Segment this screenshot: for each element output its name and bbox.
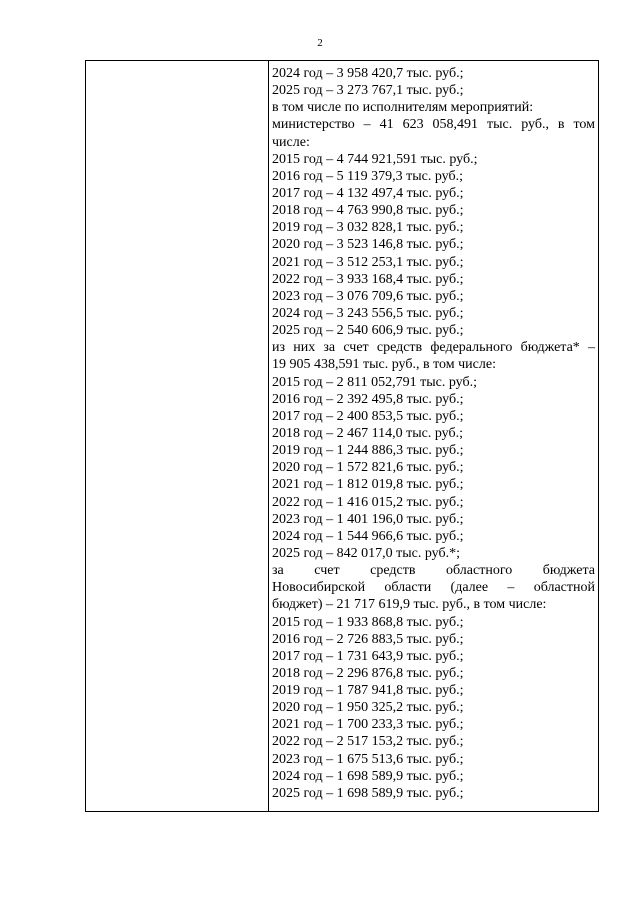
funding-line: из них за счет средств федерального бюджета* – bbox=[272, 340, 595, 356]
funding-line: 2015 год – 4 744 921,591 тыс. руб.; bbox=[272, 151, 478, 167]
funding-line: бюджет) – 21 717 619,9 тыс. руб., в том числе: bbox=[272, 597, 547, 613]
funding-line: 2025 год – 842 017,0 тыс. руб.*; bbox=[272, 545, 460, 561]
funding-line: 2015 год – 1 933 868,8 тыс. руб.; bbox=[272, 614, 464, 630]
funding-line: 2024 год – 1 544 966,6 тыс. руб.; bbox=[272, 528, 464, 544]
funding-line: 2020 год – 3 523 146,8 тыс. руб.; bbox=[272, 237, 464, 253]
page-number: 2 bbox=[317, 37, 323, 49]
funding-line: 2017 год – 1 731 643,9 тыс. руб.; bbox=[272, 648, 464, 664]
funding-line: министерство – 41 623 058,491 тыс. руб., в том bbox=[272, 117, 595, 133]
funding-line: числе: bbox=[272, 134, 310, 150]
funding-line: 2021 год – 1 812 019,8 тыс. руб.; bbox=[272, 477, 464, 493]
funding-line: 2016 год – 2 726 883,5 тыс. руб.; bbox=[272, 631, 464, 647]
funding-line: 2018 год – 2 467 114,0 тыс. руб.; bbox=[272, 425, 463, 441]
funding-line: 2023 год – 3 076 709,6 тыс. руб.; bbox=[272, 288, 464, 304]
funding-line: 2021 год – 3 512 253,1 тыс. руб.; bbox=[272, 254, 464, 270]
funding-line: в том числе по исполнителям мероприятий: bbox=[272, 100, 534, 116]
funding-line: 2016 год – 2 392 495,8 тыс. руб.; bbox=[272, 391, 464, 407]
funding-line: 2025 год – 2 540 606,9 тыс. руб.; bbox=[272, 323, 464, 339]
funding-line: 2024 год – 1 698 589,9 тыс. руб.; bbox=[272, 768, 464, 784]
funding-line: 2020 год – 1 572 821,6 тыс. руб.; bbox=[272, 460, 464, 476]
funding-line: 2020 год – 1 950 325,2 тыс. руб.; bbox=[272, 700, 464, 716]
funding-table bbox=[85, 60, 599, 812]
funding-line: 2023 год – 1 675 513,6 тыс. руб.; bbox=[272, 751, 464, 767]
funding-line: 2021 год – 1 700 233,3 тыс. руб.; bbox=[272, 717, 464, 733]
funding-line: 2025 год – 1 698 589,9 тыс. руб.; bbox=[272, 785, 464, 801]
funding-line: за счет средств областного бюджета bbox=[272, 563, 595, 579]
funding-line: 2022 год – 2 517 153,2 тыс. руб.; bbox=[272, 734, 464, 750]
funding-line: 2018 год – 2 296 876,8 тыс. руб.; bbox=[272, 665, 464, 681]
funding-line: 2022 год – 3 933 168,4 тыс. руб.; bbox=[272, 271, 464, 287]
funding-line: 2019 год – 1 787 941,8 тыс. руб.; bbox=[272, 683, 464, 699]
funding-line: 2017 год – 2 400 853,5 тыс. руб.; bbox=[272, 408, 464, 424]
funding-line: 2019 год – 1 244 886,3 тыс. руб.; bbox=[272, 443, 464, 459]
funding-line: 2018 год – 4 763 990,8 тыс. руб.; bbox=[272, 203, 464, 219]
funding-line: 19 905 438,591 тыс. руб., в том числе: bbox=[272, 357, 496, 373]
funding-line: 2025 год – 3 273 767,1 тыс. руб.; bbox=[272, 83, 464, 99]
funding-line: Новосибирской области (далее – областной bbox=[272, 580, 595, 596]
funding-line: 2024 год – 3 243 556,5 тыс. руб.; bbox=[272, 305, 464, 321]
funding-line: 2019 год – 3 032 828,1 тыс. руб.; bbox=[272, 220, 464, 236]
table-left-cell bbox=[86, 61, 269, 811]
funding-line: 2017 год – 4 132 497,4 тыс. руб.; bbox=[272, 185, 464, 201]
funding-line: 2024 год – 3 958 420,7 тыс. руб.; bbox=[272, 66, 464, 81]
funding-line: 2016 год – 5 119 379,3 тыс. руб.; bbox=[272, 168, 463, 184]
funding-line: 2023 год – 1 401 196,0 тыс. руб.; bbox=[272, 511, 464, 527]
funding-line: 2022 год – 1 416 015,2 тыс. руб.; bbox=[272, 494, 464, 510]
funding-line: 2015 год – 2 811 052,791 тыс. руб.; bbox=[272, 374, 477, 390]
table-right-cell bbox=[272, 65, 595, 802]
